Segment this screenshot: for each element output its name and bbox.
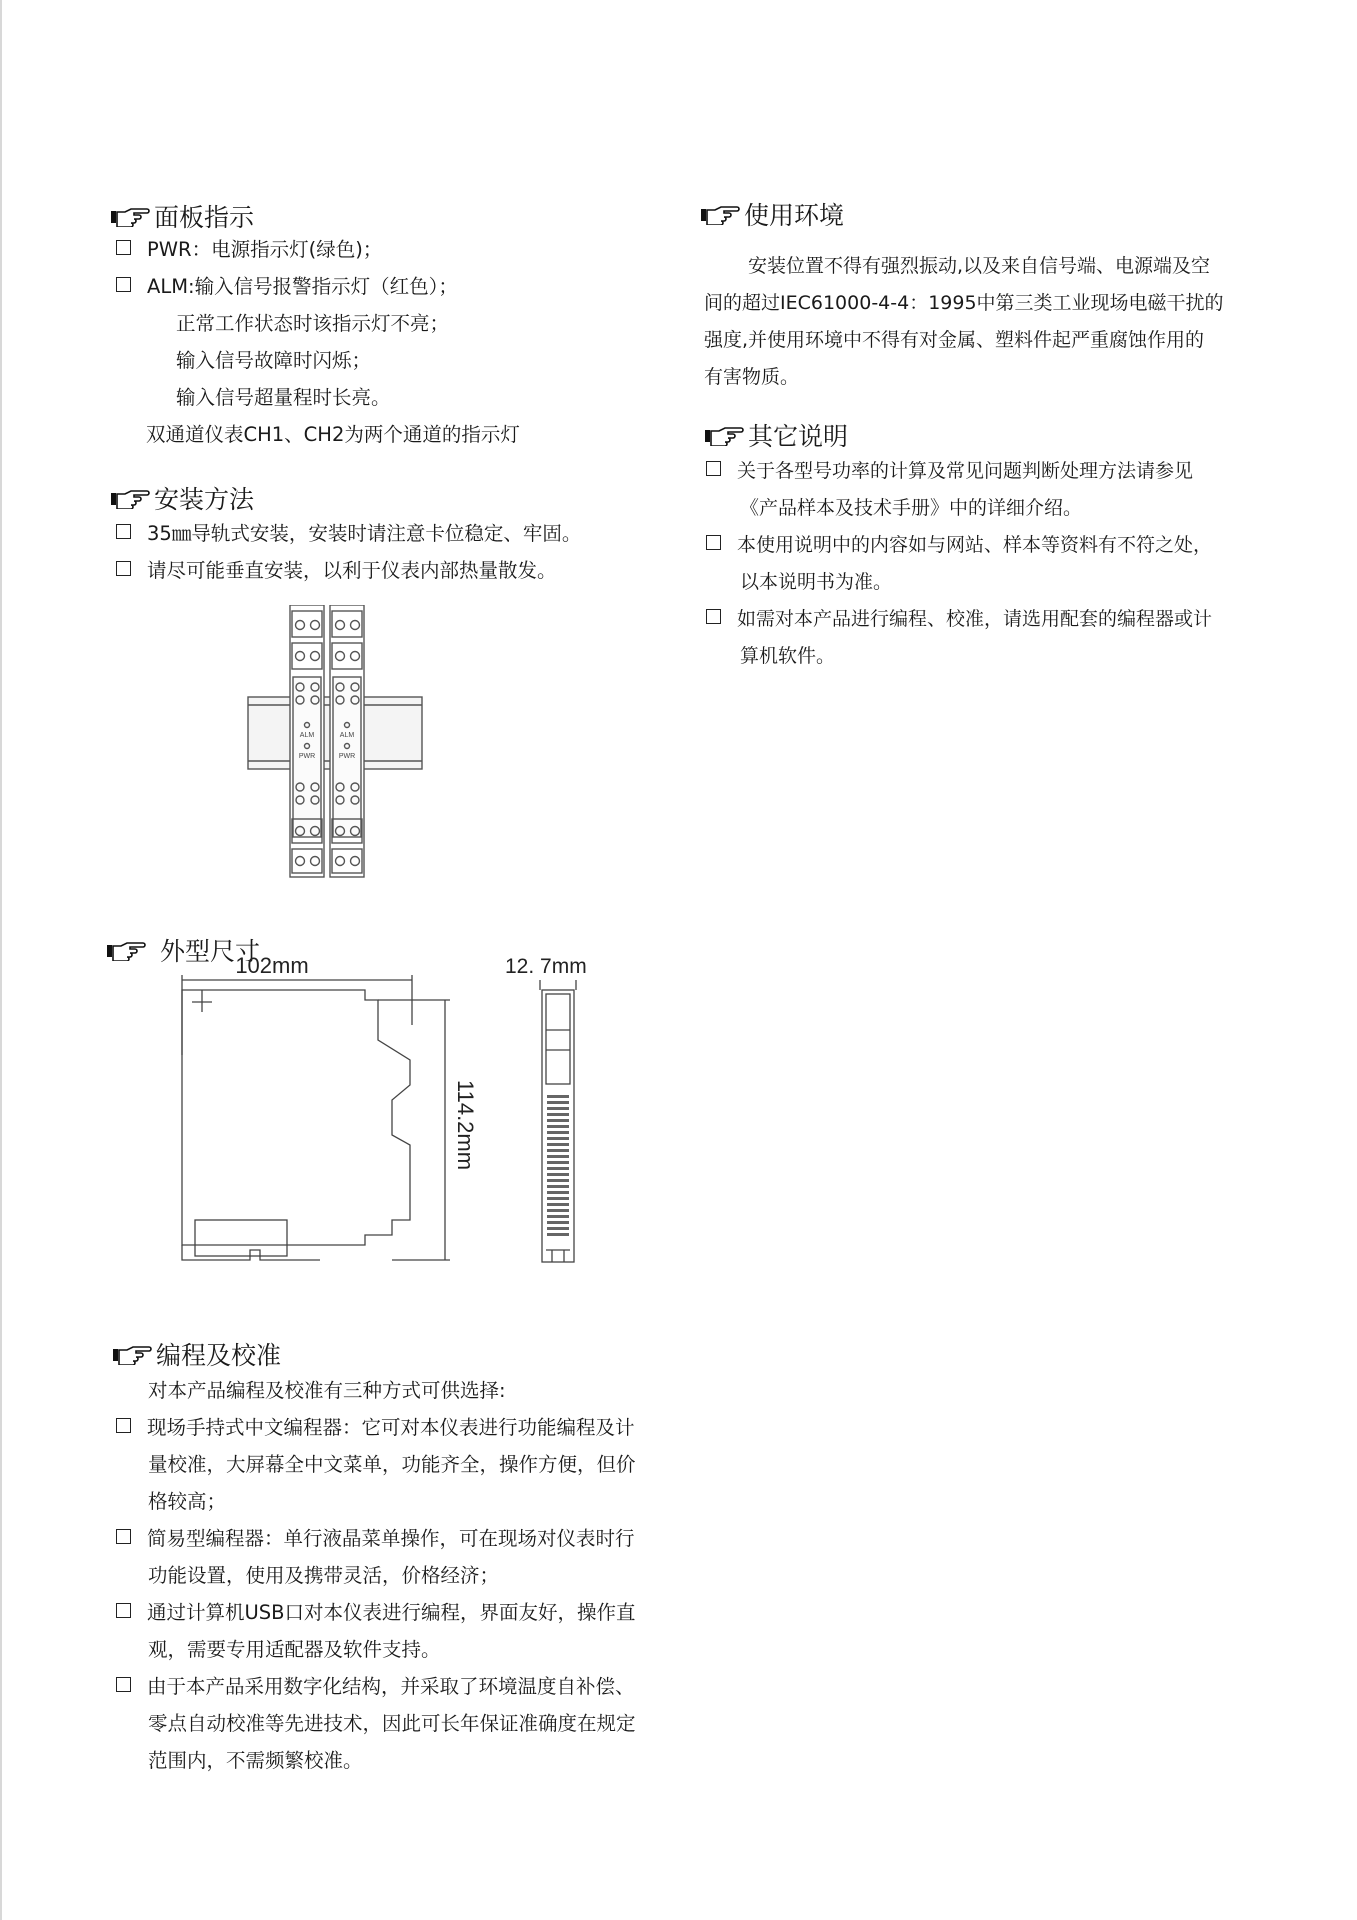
checkbox-icon (116, 1603, 131, 1618)
install-section-title: 安装方法 (110, 480, 254, 516)
programming-item-digital-cont: 范围内，不需频繁校准。 (148, 1749, 363, 1772)
programming-intro: 对本产品编程及校准有三种方式可供选择: (148, 1379, 506, 1402)
install-item-rail: 35㎜导轨式安装，安装时请注意卡位稳定、牢固。 (116, 522, 581, 546)
checkbox-icon (706, 461, 721, 476)
programming-item-usb: 通过计算机USB口对本仪表进行编程，界面友好，操作直 (116, 1601, 636, 1625)
other-item-conflict-cont: 以本说明书为准。 (740, 571, 893, 593)
checkbox-icon (116, 240, 131, 255)
page-edge (0, 0, 2, 1920)
other-item-conflict: 本使用说明中的内容如与网站、样本等资料有不符之处， (706, 533, 1212, 557)
programming-item-handheld: 现场手持式中文编程器：它可对本仪表进行功能编程及计 (116, 1416, 635, 1440)
environment-line-3: 强度,并使用环境中不得有对金属、塑料件起严重腐蚀作用的 (704, 329, 1205, 351)
din-rail-install-figure (240, 605, 430, 880)
panel-item-alm: ALM:输入信号报警指示灯（红色）； (116, 275, 458, 299)
dimensions-section-title: 外型尺寸 (106, 932, 260, 968)
panel-sub-overrange: 输入信号超量程时长亮。 (176, 386, 391, 409)
checkbox-icon (116, 561, 131, 576)
panel-sub-fault: 输入信号故障时闪烁； (176, 349, 372, 372)
pwr-label-right: PWR (338, 753, 356, 760)
module-left (290, 605, 324, 877)
other-item-power-cont: 《产品样本及技术手册》中的详细介绍。 (740, 497, 1083, 519)
programming-item-digital: 由于本产品采用数字化结构，并采取了环境温度自补偿、 (116, 1675, 635, 1699)
panel-item-pwr: PWR：电源指示灯(绿色)； (116, 238, 382, 262)
checkbox-icon (116, 1677, 131, 1692)
width-dimension-label: 102mm (235, 953, 309, 978)
other-item-programmer-cont: 算机软件。 (740, 645, 836, 667)
checkbox-icon (116, 1418, 131, 1433)
module-right (330, 605, 364, 877)
pwr-label-left: PWR (298, 753, 316, 760)
environment-line-2: 间的超过IEC61000-4-4：1995中第三类工业现场电磁干扰的 (704, 292, 1224, 314)
programming-item-handheld-cont: 格较高； (148, 1490, 227, 1513)
pointing-hand-icon (704, 424, 744, 446)
other-item-programmer: 如需对本产品进行编程、校准，请选用配套的编程器或计 (706, 607, 1212, 631)
checkbox-icon (116, 277, 131, 292)
height-dimension-label: 114.2mm (453, 1080, 478, 1171)
environment-line-4: 有害物质。 (704, 366, 800, 388)
programming-item-digital-cont: 零点自动校准等先进技术，因此可长年保证准确度在规定 (148, 1712, 636, 1735)
other-item-power: 关于各型号功率的计算及常见问题判断处理方法请参见 (706, 459, 1193, 483)
programming-item-simple-cont: 功能设置，使用及携带灵活，价格经济； (148, 1564, 500, 1587)
pointing-hand-icon (110, 487, 150, 509)
install-item-vertical: 请尽可能垂直安装，以利于仪表内部热量散发。 (116, 559, 557, 583)
dimension-drawing (160, 950, 620, 1280)
other-section-title: 其它说明 (704, 417, 848, 453)
alm-label-right: ALM (339, 732, 355, 739)
thickness-dimension-label: 12. 7mm (505, 955, 587, 978)
programming-item-simple: 简易型编程器：单行液晶菜单操作，可在现场对仪表时行 (116, 1527, 635, 1551)
checkbox-icon (706, 535, 721, 550)
programming-item-handheld-cont: 量校准，大屏幕全中文菜单，功能齐全，操作方便，但价 (148, 1453, 636, 1476)
panel-section-title: 面板指示 (110, 198, 254, 234)
checkbox-icon (116, 524, 131, 539)
programming-section-title: 编程及校准 (112, 1336, 281, 1372)
alm-label-left: ALM (299, 732, 315, 739)
pointing-hand-icon (110, 205, 150, 227)
pointing-hand-icon (700, 203, 740, 225)
pointing-hand-icon (106, 939, 146, 961)
programming-item-usb-cont: 观，需要专用适配器及软件支持。 (148, 1638, 441, 1661)
panel-dual-channel-note: 双通道仪表CH1、CH2为两个通道的指示灯 (146, 423, 520, 446)
pointing-hand-icon (112, 1343, 152, 1365)
checkbox-icon (706, 609, 721, 624)
environment-line-1: 安装位置不得有强烈振动,以及来自信号端、电源端及空 (748, 255, 1211, 277)
environment-section-title: 使用环境 (700, 196, 844, 232)
checkbox-icon (116, 1529, 131, 1544)
panel-sub-normal: 正常工作状态时该指示灯不亮； (176, 312, 450, 335)
